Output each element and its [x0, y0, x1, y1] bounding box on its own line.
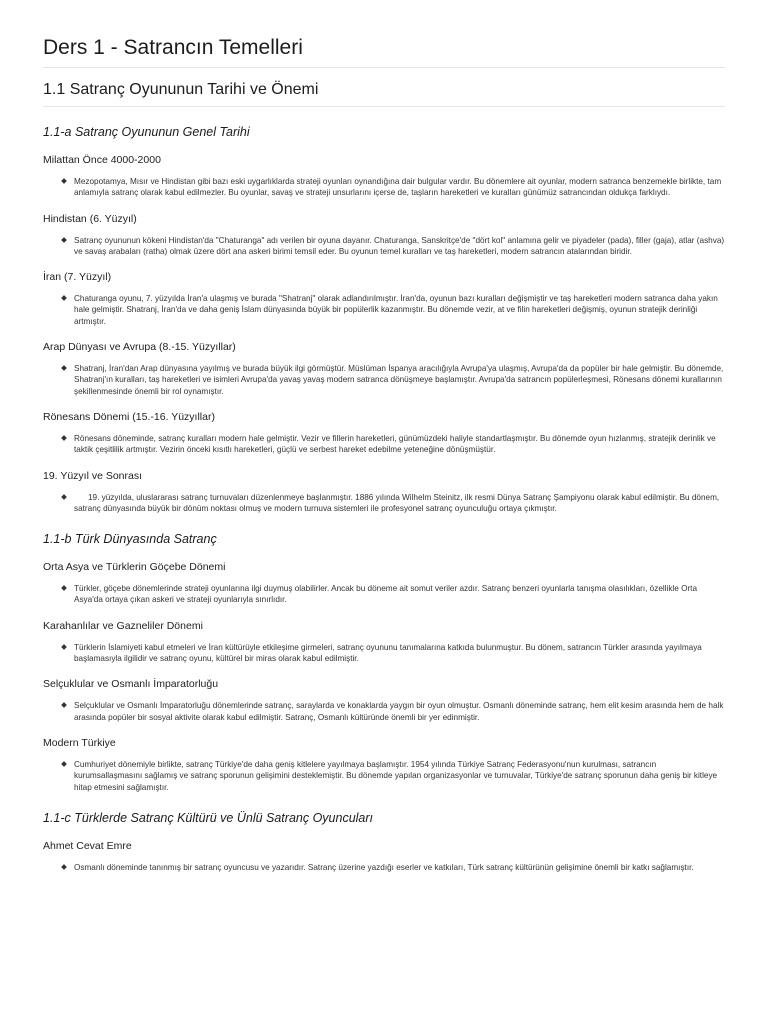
bullet-icon [61, 864, 67, 870]
bullet-icon [61, 237, 67, 243]
list-item [43, 700, 725, 723]
list-item [43, 759, 725, 793]
bullet-icon [61, 178, 67, 184]
bullet-list [43, 363, 725, 397]
list-item [43, 433, 725, 456]
topic-heading: 19. Yüzyıl ve Sonrası [43, 469, 143, 482]
topic-heading: Arap Dünyası ve Avrupa (8.-15. Yüzyıllar) [43, 341, 236, 354]
topic-heading: Selçuklular ve Osmanlı İmparatorluğu [43, 678, 219, 691]
topic-heading: Orta Asya ve Türklerin Göçebe Dönemi [43, 561, 226, 574]
bullet-icon [61, 295, 67, 301]
list-item-text: Türklerin İslamiyeti kabul etmeleri ve İran kültürüyle etkileşime girmeleri, satranç oyununu tanımalarına katkıda bulunmuştur. Bu dönem, satrancın Türkler arasında yayılmaya başlamasıyla ilgilidir ve satranç oyunu, kültürel bir miras olarak kabul edilmiştir. [74, 642, 702, 664]
topic-heading: Rönesans Dönemi (15.-16. Yüzyıllar) [43, 410, 215, 423]
list-item [43, 642, 725, 665]
bullet-icon [61, 761, 67, 767]
list-item [43, 363, 725, 397]
topic-heading: Ahmet Cevat Emre [43, 839, 132, 852]
list-item [43, 583, 725, 606]
subsection-title: 1.1-c Türklerde Satranç Kültürü ve Ünlü Satranç Oyuncuları [43, 810, 374, 825]
bullet-icon [61, 644, 67, 650]
bullet-icon [61, 435, 67, 441]
list-item-text: Rönesans döneminde, satranç kuralları modern hale gelmiştir. Vezir ve fillerin hareketleri, günümüzdeki haliyle standartlaşmıştır. Bu dönemde oyun hızlanmış, stratejik derinlik ve taktik çeşitlilik artmıştır. Vezirin önceki kısıtlı hareketleri, güçlü ve serbest hareket edebilme yeteneğine dönüşmüştür. [74, 433, 716, 455]
document-body [43, 125, 725, 873]
bullet-list [43, 759, 725, 793]
list-item-text: Türkler, göçebe dönemlerinde strateji oyunlarına ilgi duymuş olabilirler. Ancak bu döneme ait somut veriler azdır. Satranç benzeri oyunlarla tanışma olasılıkları, özellikle Orta Asya'da ortaya çıkan askeri ve strateji oyunlarıyla sınırlıdır. [74, 584, 698, 605]
list-item-text: Selçuklular ve Osmanlı İmparatorluğu dönemlerinde satranç, saraylarda ve konaklarda yaygın bir oyun olmuştur. Osmanlı döneminde satranç, hem elit kesim arasında hem de halk arasında popüler bir sosyal aktivite olarak kabul edilmiştir. Satranç, Osmanlı kültüründe önemli bir yer edinmiştir. [74, 701, 724, 722]
list-item [43, 492, 725, 515]
topic-heading: İran (7. Yüzyıl) [43, 271, 112, 284]
bullet-icon [61, 703, 67, 709]
list-item [43, 176, 725, 199]
bullet-icon [61, 365, 67, 371]
list-item-text: Osmanlı döneminde tanınmış bir satranç oyuncusu ve yazarıdır. Satranç üzerine yazdığı eserler ve katkıları, Türk satranç kültürünün gelişimine önemli bir katkı sağlamıştır. [74, 862, 694, 872]
bullet-list [43, 176, 725, 199]
bullet-icon [61, 494, 67, 500]
topic-heading: Milattan Önce 4000-2000 [43, 154, 161, 166]
bullet-list [43, 700, 725, 723]
bullet-icon [61, 585, 67, 591]
page-title: Ders 1 - Satrancın Temelleri [43, 30, 725, 68]
section-title: 1.1 Satranç Oyununun Tarihi ve Önemi [43, 68, 725, 107]
topic-heading: Karahanlılar ve Gazneliler Dönemi [43, 619, 203, 632]
bullet-list [43, 642, 725, 665]
list-item-text: 19. yüzyılda, uluslararası satranç turnuvaları düzenlenmeye başlanmıştır. 1886 yılında Wilhelm Steinitz, ilk resmi Dünya Satranç Şampiyonu olarak kabul edilmiştir. Bu dönem, satranç dünyasında büyük bir dönüm noktası olmuş ve modern turnuva sistemleri ile profesyonel satranç oyunculuğu ortaya çıkmıştır. [74, 492, 720, 513]
topic-heading: Modern Türkiye [43, 736, 116, 749]
bullet-list [43, 293, 725, 327]
list-item-text: Mezopotamya, Mısır ve Hindistan gibi bazı eski uygarlıklarda strateji oyunları oynandığına dair bulgular vardır. Bu dönemlere ait oyunlar, modern satranca benzemekle birlikte, tam anlamıyla satranç olarak kabul edilmezler. Bu oyunlar, savaş ve strateji unsurlarını içerse de, taşların hareketleri ve kuralları günümüz satrancından oldukça farklıydı. [74, 177, 722, 198]
subsection-title: 1.1-a Satranç Oyununun Genel Tarihi [43, 125, 250, 139]
subsection-title: 1.1-b Türk Dünyasında Satranç [43, 532, 217, 547]
list-item [43, 235, 725, 258]
bullet-list [43, 235, 725, 258]
list-item-text: Chaturanga oyunu, 7. yüzyılda İran'a ulaşmış ve burada "Shatranj" olarak adlandırılmıştır. İran'da, oyunun bazı kuralları değişmiştir ve taş hareketleri modern satranca daha yakın hale gelmiştir. Shatranj, İran'da ve daha geniş İslam dünyasında büyük bir popülerlik kazanmıştır. Bu dönemde vezir, at ve filin hareketleri değişmiş, oyunun stratejik derinliği artmıştır. [74, 294, 718, 326]
bullet-list [43, 583, 725, 606]
topic-heading: Hindistan (6. Yüzyıl) [43, 212, 137, 225]
bullet-list [43, 492, 725, 515]
bullet-list [43, 433, 725, 456]
list-item [43, 862, 725, 873]
list-item [43, 293, 725, 327]
list-item-text: Shatranj, İran'dan Arap dünyasına yayılmış ve burada büyük ilgi görmüştür. Müslüman İspanya aracılığıyla Avrupa'ya ulaşmış, Avrupa'da da popüler bir hale gelmiştir. Bu dönemde, Shatranj'ın kuralları, taş hareketleri ve isimleri Avrupa'da yavaş yavaş modern satranca dönüşmeye başlamıştır. Avrupa'da satrancın popülerleşmesi, Rönesans dönemi kurallarının şekillenmesinde önemli bir rol oynamıştır. [74, 364, 724, 396]
list-item-text: Satranç oyununun kökeni Hindistan'da "Chaturanga" adı verilen bir oyuna dayanır. Chaturanga, Sanskritçe'de "dört kol" anlamına gelir ve piyadeler (pada), filler (gaja), atlar (ashva) ve savaş arabaları (ratha) olmak üzere dört ana askeri birimi temsil eder. Bu oyunun temel kuralları ve taş hareketleri, modern satrancın atalarından biridir. [74, 235, 725, 256]
list-item-text: Cumhuriyet dönemiyle birlikte, satranç Türkiye'de daha geniş kitlelere yayılmaya başlamıştır. 1954 yılında Türkiye Satranç Federasyonu'nun kurulması, satrancın kurumsallaşmasını sağlamış ve satranç sporunun gelişimini desteklemiştir. Bu dönemde yapılan organizasyonlar ve turnuvalar, Türkiye'de satranç sporunun daha geniş bir kitleye hitap etmesini sağlamıştır. [74, 759, 718, 792]
bullet-list [43, 862, 725, 873]
